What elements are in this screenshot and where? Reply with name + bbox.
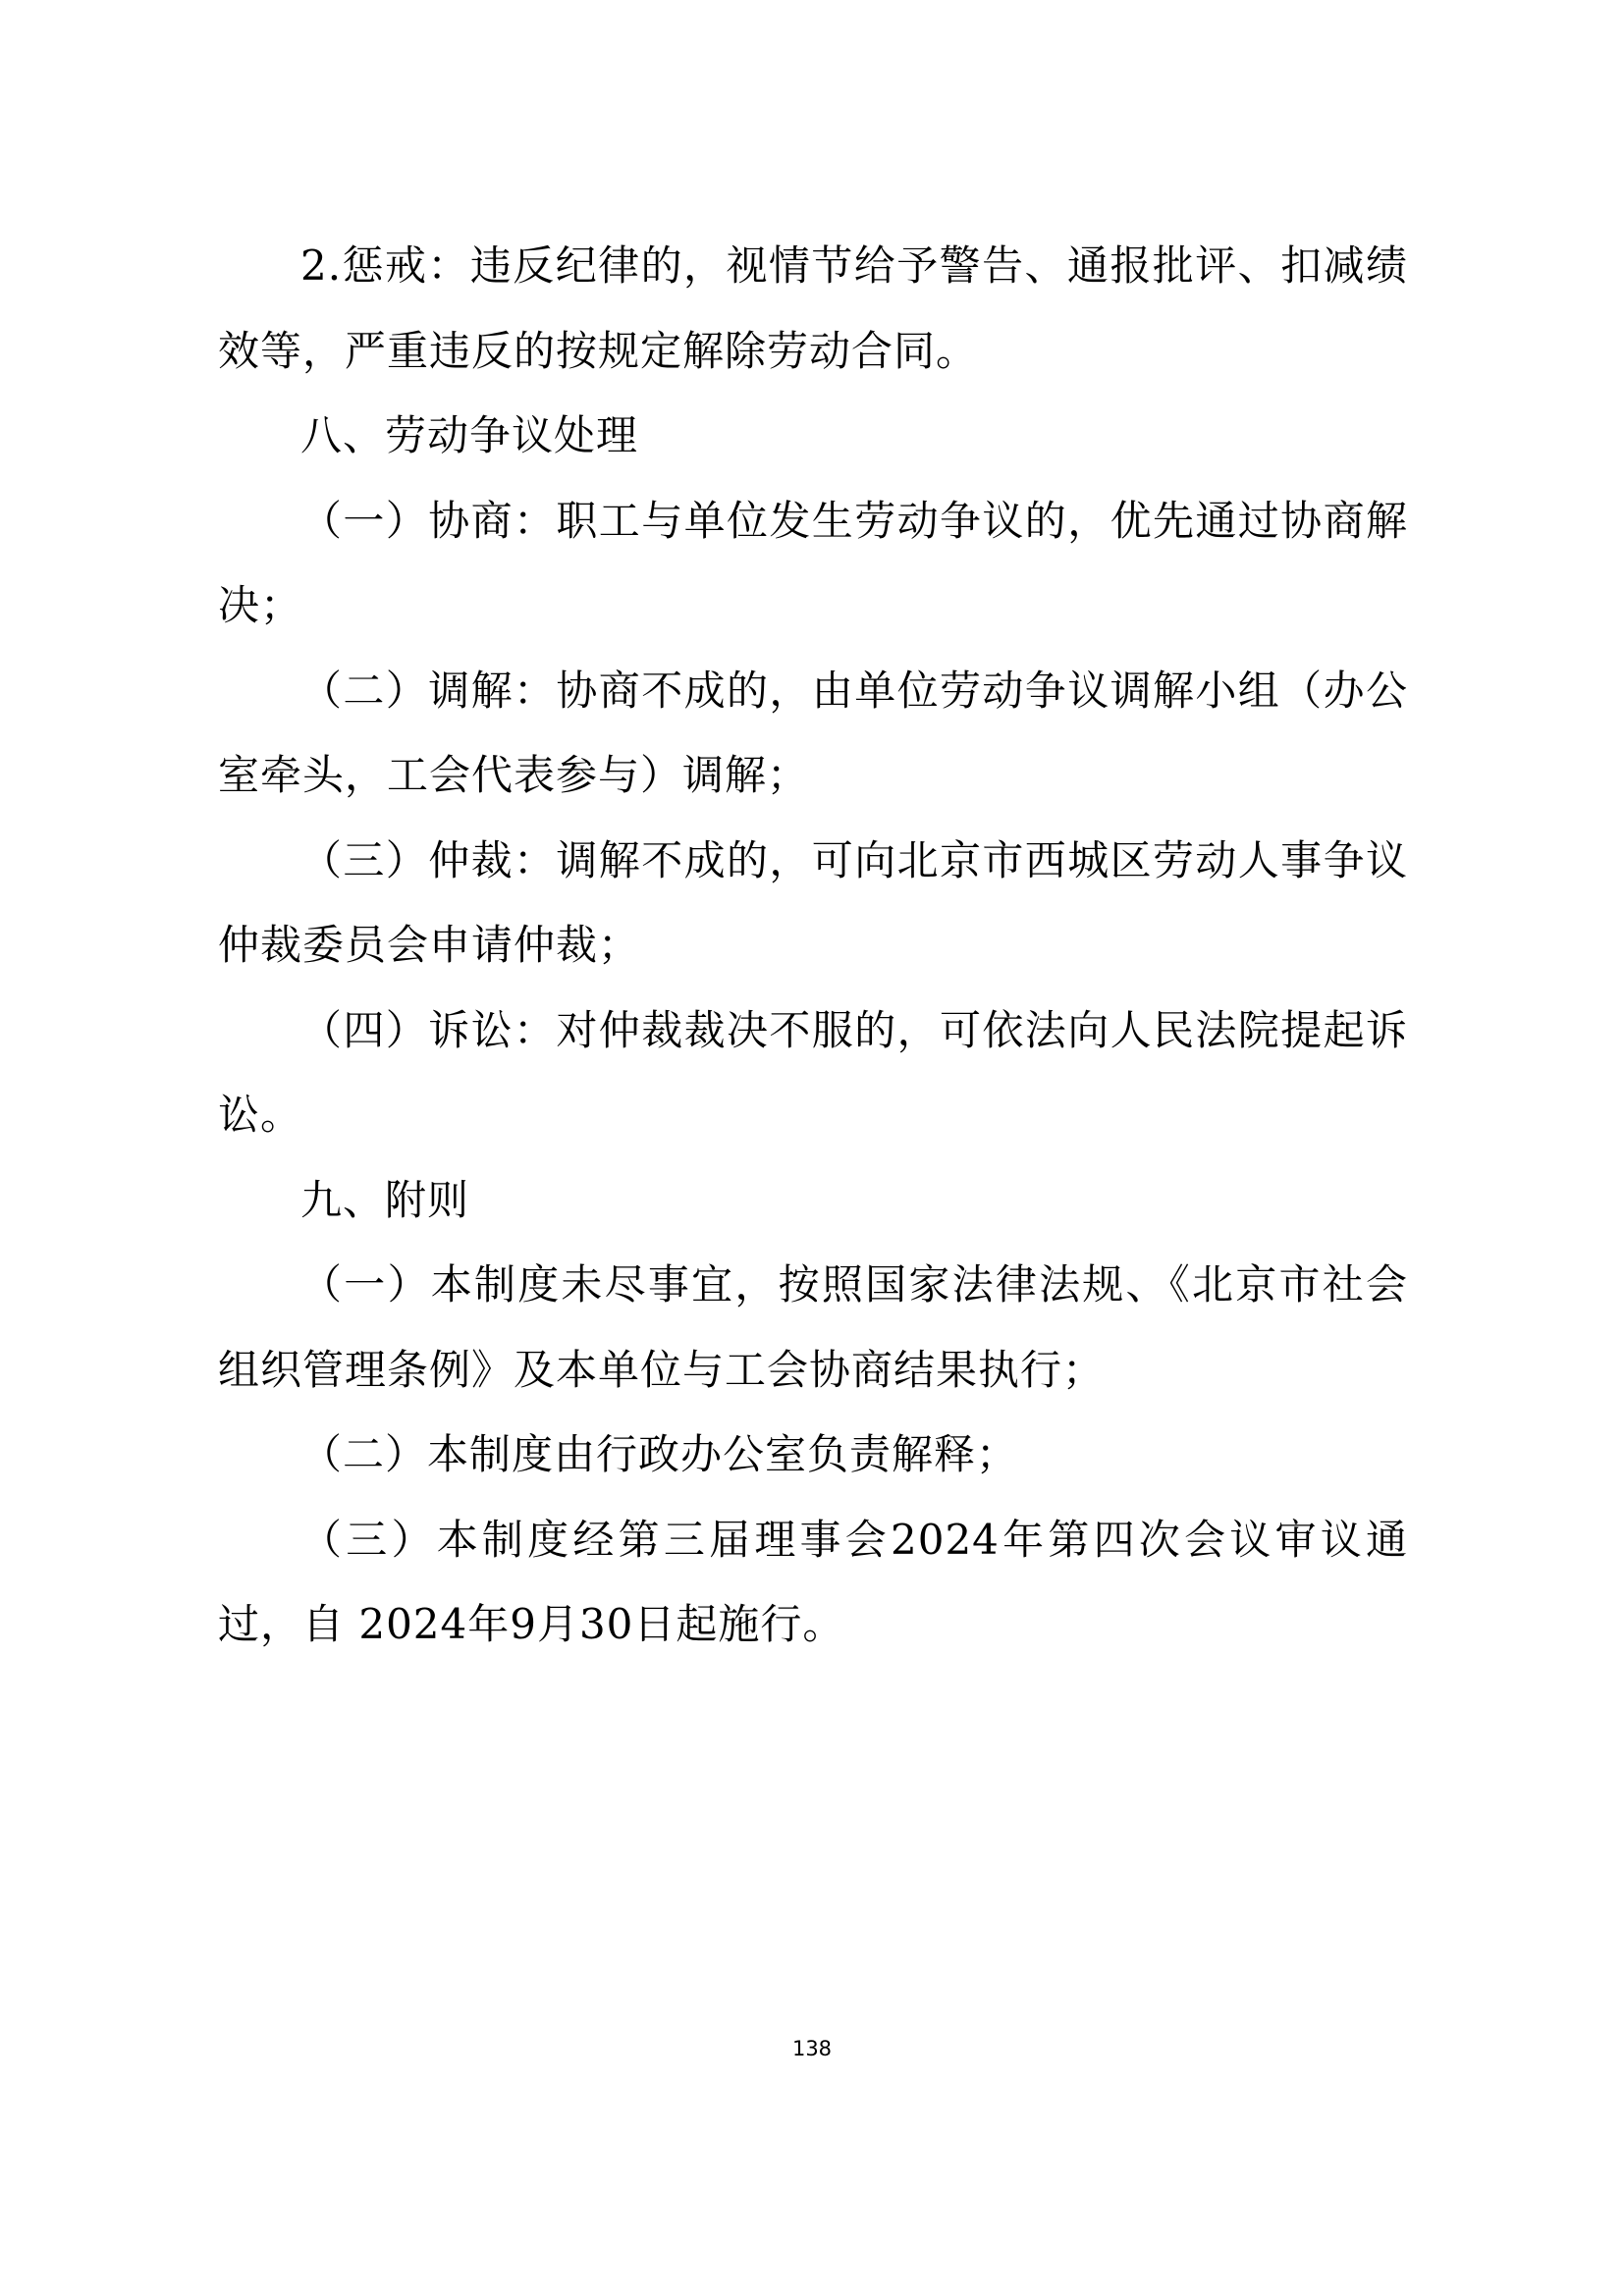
paragraph-litigation: （四）诉讼：对仲裁裁决不服的，可依法向人民法院提起诉讼。 [218, 1005, 1408, 1139]
paragraph-penalty: 2.惩戒：违反纪律的，视情节给予警告、通报批评、扣减绩效等，严重违反的按规定解除劳动合同。 [218, 241, 1408, 375]
page-number: 138 [791, 2037, 833, 2060]
section-heading-supplementary: 九、附则 [300, 1175, 470, 1224]
section-heading-labor-dispute: 八、劳动争议处理 [300, 411, 639, 459]
paragraph-effective-date: （三）本制度经第三届理事会2024年第四次会议审议通过，自 2024年9月30日起施行。 [218, 1515, 1408, 1648]
paragraph-negotiation: （一）协商：职工与单位发生劳动争议的，优先通过协商解决； [218, 496, 1408, 629]
paragraph-unspecified-matters: （一）本制度未尽事宜，按照国家法律法规、《北京市社会组织管理条例》及本单位与工会协商结果执行； [218, 1260, 1408, 1394]
document-body [218, 224, 1408, 1668]
paragraph-mediation: （二）调解：协商不成的，由单位劳动争议调解小组（办公室牵头，工会代表参与）调解； [218, 666, 1408, 799]
paragraph-interpretation: （二）本制度由行政办公室负责解释； [300, 1430, 1019, 1478]
paragraph-arbitration: （三）仲裁：调解不成的，可向北京市西城区劳动人事争议仲裁委员会申请仲裁； [218, 835, 1408, 969]
